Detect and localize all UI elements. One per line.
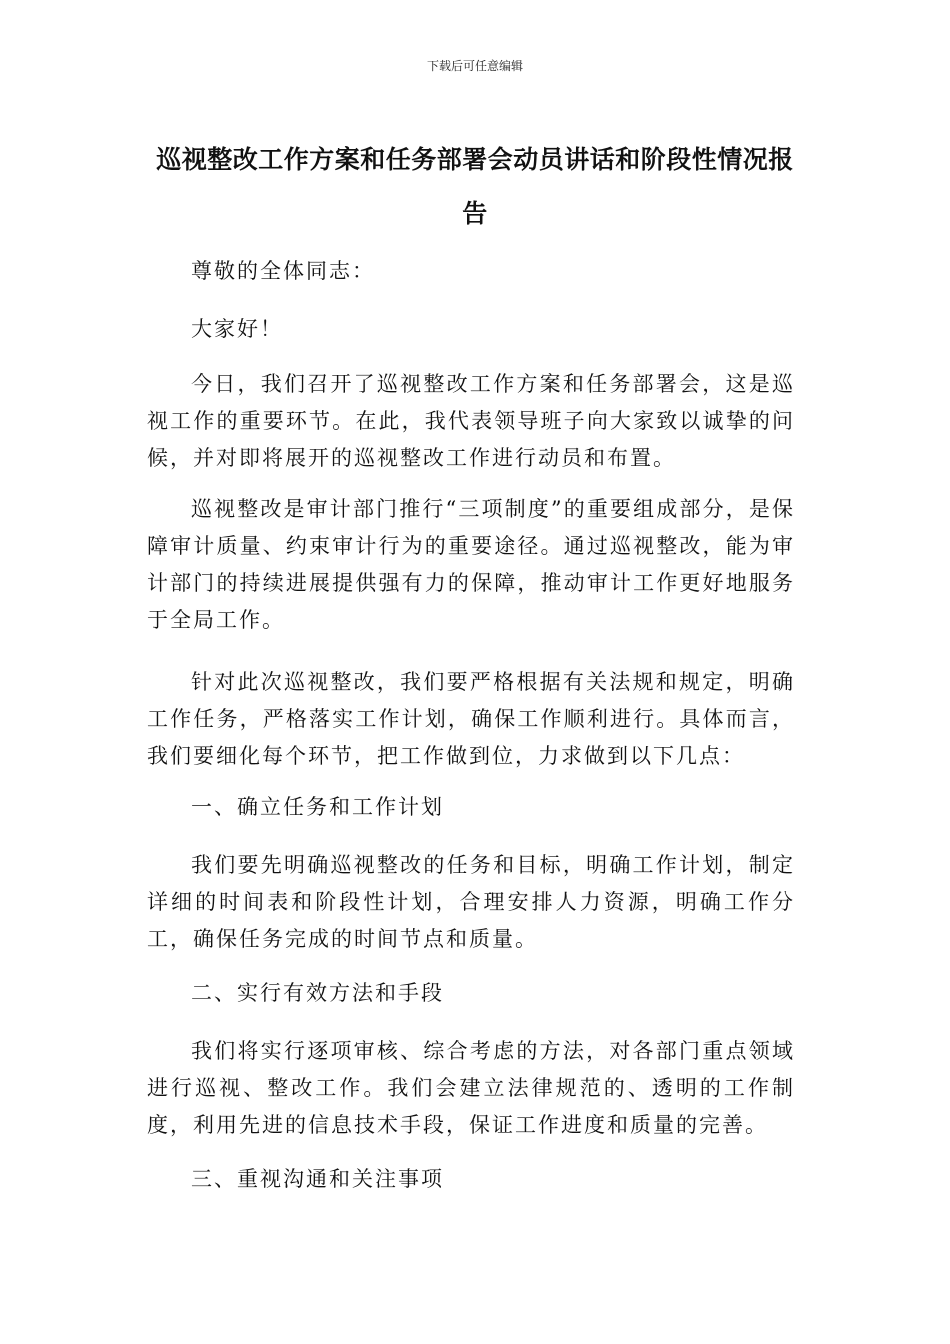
- paragraph-text: 我们要先明确巡视整改的任务和目标，明确工作计划，制定详细的时间表和阶段性计划，合理安排人力资源，明确工作分工，确保任务完成的时间节点和质量。: [147, 853, 795, 951]
- paragraph-text: 我们将实行逐项审核、综合考虑的方法，对各部门重点领域进行巡视、整改工作。我们会建立法律规范的、透明的工作制度，利用先进的信息技术手段，保证工作进度和质量的完善。: [147, 1039, 795, 1137]
- section-heading-text: 二、实行有效方法和手段: [191, 981, 444, 1005]
- paragraph: [147, 491, 795, 639]
- greeting: [147, 311, 795, 348]
- section-heading: [147, 789, 795, 826]
- paragraph-text: 巡视整改是审计部门推行“三项制度”的重要组成部分，是保障审计质量、约束审计行为的重要途径。通过巡视整改，能为审计部门的持续进展提供强有力的保障，推动审计工作更好地服务于全局工作。: [147, 497, 795, 632]
- section-heading-text: 一、确立任务和工作计划: [191, 795, 444, 819]
- section-heading: [147, 975, 795, 1012]
- document-title: 巡视整改工作方案和任务部署会动员讲话和阶段性情况报告: [156, 145, 794, 228]
- paragraph: [147, 1033, 795, 1144]
- section-heading-text: 三、重视沟通和关注事项: [191, 1167, 444, 1191]
- paragraph: [147, 847, 795, 958]
- section-heading: [147, 1161, 795, 1198]
- greeting-text: 大家好！: [191, 317, 283, 341]
- paragraph: [147, 366, 795, 477]
- paragraph-text: 针对此次巡视整改，我们要严格根据有关法规和规定，明确工作任务，严格落实工作计划，确保工作顺利进行。具体而言，我们要细化每个环节，把工作做到位，力求做到以下几点：: [147, 670, 795, 768]
- paragraph: [147, 664, 795, 775]
- paragraph-text: 今日，我们召开了巡视整改工作方案和任务部署会，这是巡视工作的重要环节。在此，我代表领导班子向大家致以诚挚的问候，并对即将展开的巡视整改工作进行动员和布置。: [147, 372, 795, 470]
- salutation: [147, 253, 795, 290]
- salutation-text: 尊敬的全体同志：: [191, 259, 375, 283]
- header-note: 下载后可任意编辑: [426, 59, 523, 73]
